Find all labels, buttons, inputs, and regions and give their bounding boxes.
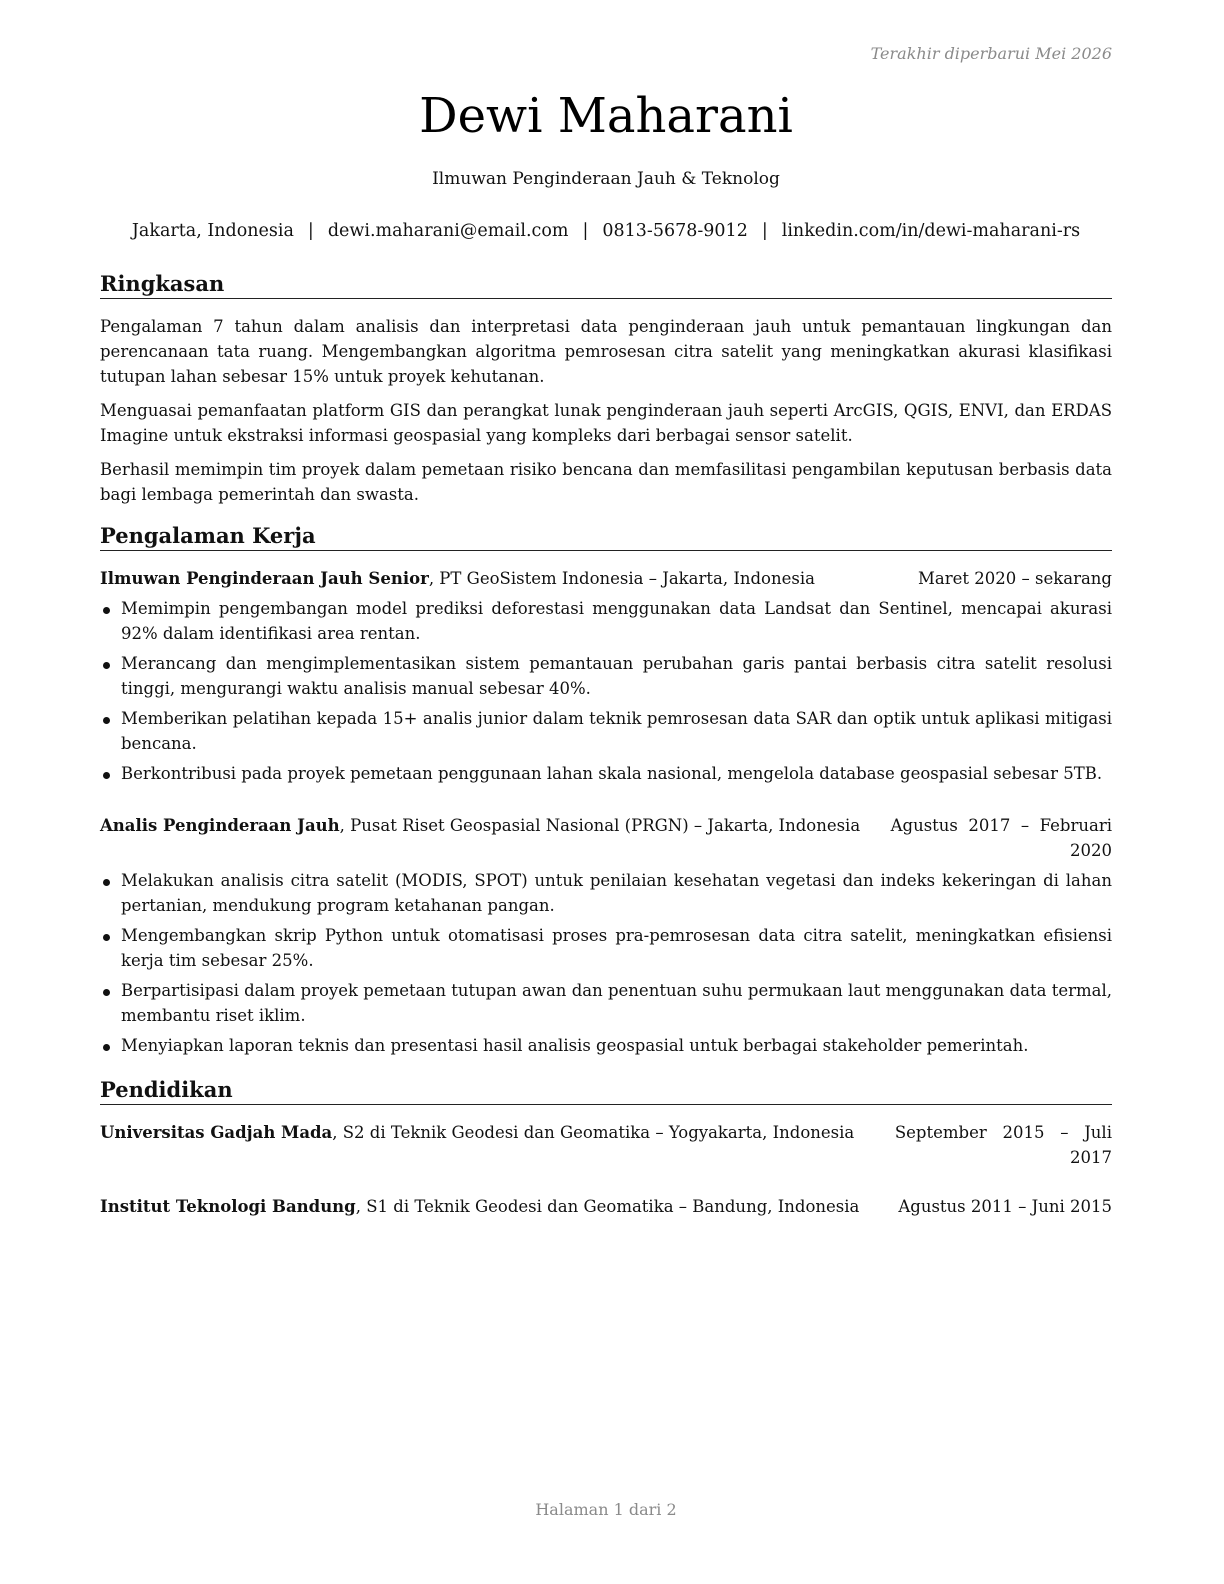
bullet-text: Menyiapkan laporan teknis dan presentasi hasil analisis geospasial untuk berbagai stakeholder pemerintah. [121,1036,1029,1055]
bullet-icon [103,934,110,941]
bullet-text: Berkontribusi pada proyek pemetaan penggunaan lahan skala nasional, mengelola database geospasial sebesar 5TB. [121,764,1103,783]
list-item [100,978,1112,1028]
bullet-icon [103,772,110,779]
job-header [100,566,1112,591]
list-item [100,1033,1112,1058]
bullet-text: Berpartisipasi dalam proyek pemetaan tutupan awan dan penentuan suhu permukaan laut menggunakan data termal, membantu riset iklim. [121,981,1112,1025]
education-dates: Agustus 2011 – Juni 2015 [898,1197,1112,1216]
job-bullet-list [100,596,1112,791]
education-item [100,1120,1112,1145]
contact-separator: | [582,221,589,241]
summary-paragraph: Pengalaman 7 tahun dalam analisis dan interpretasi data penginderaan jauh untuk pemantauan lingkungan dan perencanaan tata ruang. Mengembangkan algoritma pemrosesan citra satelit yang meningkatkan akurasi klasifikasi tutupan lahan sebesar 15% untuk proyek kehutanan. [100,317,1112,386]
candidate-name: Dewi Maharani [419,88,793,144]
job-role: Ilmuwan Penginderaan Jauh Senior [100,569,429,588]
candidate-title: Ilmuwan Penginderaan Jauh & Teknolog [432,169,780,189]
bullet-icon [103,662,110,669]
bullet-icon [103,607,110,614]
section-heading-summary: Ringkasan [100,270,1112,299]
contact-location: Jakarta, Indonesia [131,221,294,241]
bullet-text: Melakukan analisis citra satelit (MODIS, SPOT) untuk penilaian kesehatan vegetasi dan indeks kekeringan di lahan pertanian, mendukung program ketahanan pangan. [121,871,1112,915]
section-heading-experience: Pengalaman Kerja [100,522,1112,551]
list-item [100,923,1112,973]
contact-separator: | [307,221,314,241]
summary-paragraph: Menguasai pemanfaatan platform GIS dan perangkat lunak penginderaan jauh seperti ArcGIS, QGIS, ENVI, dan ERDAS Imagine untuk ekstraksi informasi geospasial yang kompleks dari berbagai sensor satelit. [100,401,1112,445]
education-school: Institut Teknologi Bandung [100,1197,356,1216]
contact-phone: 0813-5678-9012 [602,221,748,241]
education-line [100,1120,854,1145]
bullet-text: Memimpin pengembangan model prediksi deforestasi menggunakan data Landsat dan Sentinel, mencapai akurasi 92% dalam identifikasi area rentan. [121,599,1112,643]
list-item [100,596,1112,646]
list-item [100,761,1112,786]
job-organization: , PT GeoSistem Indonesia – Jakarta, Indonesia [428,569,815,588]
bullet-text: Mengembangkan skrip Python untuk otomatisasi proses pra-pemrosesan data citra satelit, meningkatkan efisiensi kerja tim sebesar 25%. [121,926,1112,970]
education-item [100,1194,1112,1219]
job-title-line [100,813,860,838]
job-title-line [100,566,815,591]
contact-email[interactable]: dewi.maharani@email.com [327,221,569,241]
education-detail: , S2 di Teknik Geodesi dan Geomatika – Yogyakarta, Indonesia [332,1123,855,1142]
education-dates: September 2015 – Juli [894,1123,1112,1142]
bullet-icon [103,989,110,996]
job-header [100,813,1112,838]
last-updated-note: Terakhir diperbarui Mei 2026 [870,44,1112,63]
list-item [100,706,1112,756]
job-role: Analis Penginderaan Jauh [100,816,340,835]
resume-page [100,0,1112,1584]
job-dates: Maret 2020 – sekarang [918,569,1112,588]
contact-linkedin[interactable]: linkedin.com/in/dewi-maharani-rs [781,221,1081,241]
job-organization: , Pusat Riset Geospasial Nasional (PRGN) – Jakarta, Indonesia [339,816,861,835]
summary-paragraph: Berhasil memimpin tim proyek dalam pemetaan risiko bencana dan memfasilitasi pengambilan keputusan berbasis data bagi lembaga pemerintah dan swasta. [100,460,1112,504]
list-item [100,868,1112,918]
bullet-icon [103,1044,110,1051]
page-number: Halaman 1 dari 2 [535,1500,677,1519]
education-line [100,1194,859,1219]
job-dates: Agustus 2017 – Februari [890,816,1112,835]
contact-separator: | [761,221,768,241]
bullet-icon [103,717,110,724]
education-dates-continued: 2017 [1070,1148,1112,1167]
section-heading-education: Pendidikan [100,1076,1112,1105]
job-bullet-list [100,868,1112,1063]
list-item [100,651,1112,701]
contact-line [80,219,1132,243]
job-dates-continued: 2020 [1070,841,1112,860]
bullet-text: Memberikan pelatihan kepada 15+ analis junior dalam teknik pemrosesan data SAR dan optik untuk aplikasi mitigasi bencana. [121,709,1112,753]
education-school: Universitas Gadjah Mada [100,1123,333,1142]
bullet-text: Merancang dan mengimplementasikan sistem pemantauan perubahan garis pantai berbasis citra satelit resolusi tinggi, mengurangi waktu analisis manual sebesar 40%. [121,654,1112,698]
bullet-icon [103,879,110,886]
education-detail: , S1 di Teknik Geodesi dan Geomatika – Bandung, Indonesia [355,1197,860,1216]
